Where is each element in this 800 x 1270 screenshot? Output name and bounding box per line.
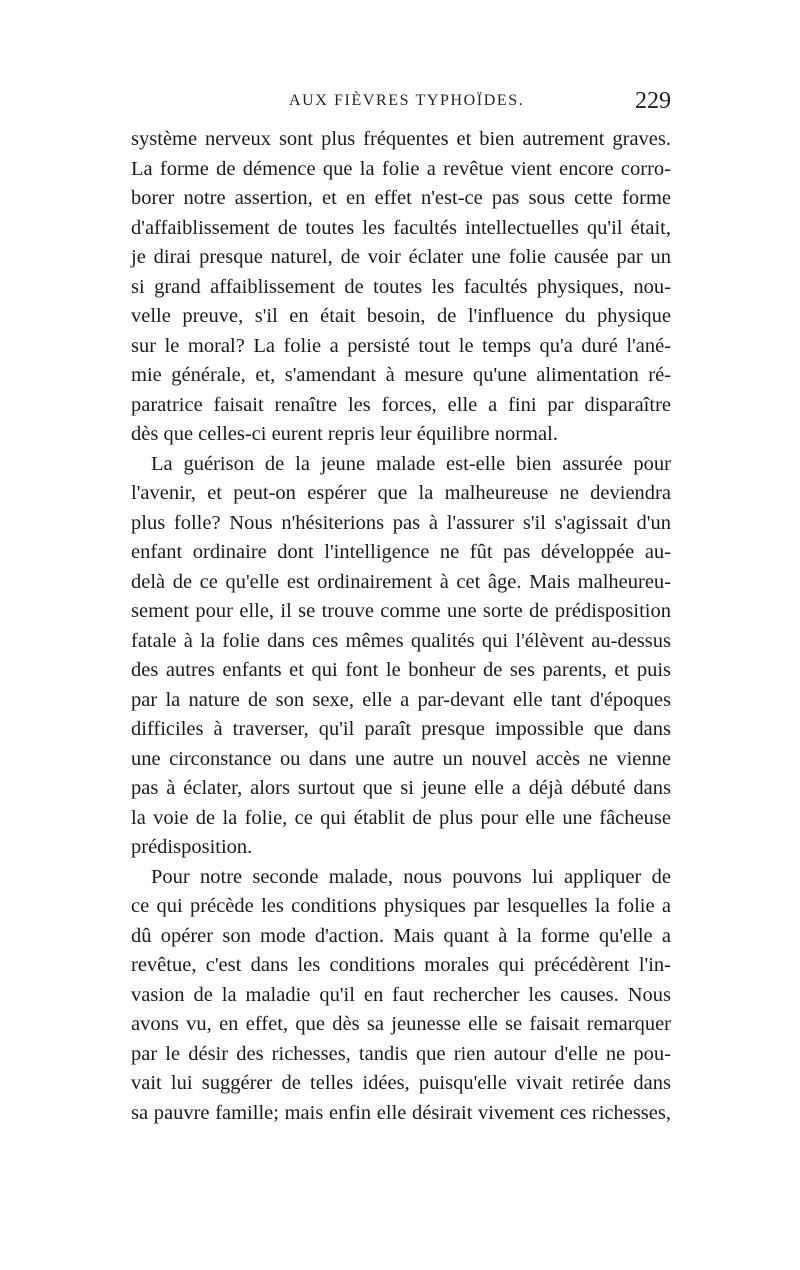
text-line: revêtue, c'est dans les conditions morales qui précédèrent l'in- xyxy=(131,954,671,976)
text-line: avons vu, en effet, que dès sa jeunesse elle se faisait remarquer xyxy=(131,1013,671,1035)
text-line: vasion de la maladie qu'il en faut rechercher les causes. Nous xyxy=(131,983,671,1006)
text-line: système nerveux sont plus fréquentes et bien autrement graves. xyxy=(131,128,671,150)
text-line: si grand affaiblissement de toutes les facultés physiques, nou- xyxy=(131,275,671,298)
text-line: dû opérer son mode d'action. Mais quant à la forme qu'elle a xyxy=(131,924,671,947)
text-line: une circonstance ou dans une autre un nouvel accès ne vienne xyxy=(131,747,671,770)
text-line: je dirai presque naturel, de voir éclater une folie causée par un xyxy=(131,246,671,268)
text-line: velle preuve, s'il en était besoin, de l'influence du physique xyxy=(131,305,671,327)
page-number: 229 xyxy=(635,88,671,114)
text-line: la voie de la folie, ce qui établit de plus pour elle une fâcheuse xyxy=(131,806,671,829)
text-line: sur le moral? La folie a persisté tout le temps qu'a duré l'ané- xyxy=(131,334,671,357)
text-line: par le désir des richesses, tandis que rien autour d'elle ne pou- xyxy=(131,1042,671,1065)
text-line: vait lui suggérer de telles idées, puisqu'elle vivait retirée dans xyxy=(131,1072,671,1094)
text-line: d'affaiblissement de toutes les facultés intellectuelles qu'il était, xyxy=(131,216,671,239)
text-line: sa pauvre famille; mais enfin elle désirait vivement ces richesses, xyxy=(131,1101,671,1124)
running-title: AUX FIÈVRES TYPHOÏDES. xyxy=(289,92,525,109)
text-line: par la nature de son sexe, elle a par-devant elle tant d'époques xyxy=(131,688,671,711)
text-line: l'avenir, et peut-on espérer que la malheureuse ne deviendra xyxy=(131,482,671,504)
text-line: fatale à la folie dans ces mêmes qualités qui l'élèvent au-dessus xyxy=(131,629,671,652)
text-line: pas à éclater, alors surtout que si jeune elle a déjà débuté dans xyxy=(131,777,671,799)
paragraph-start-line: La guérison de la jeune malade est-elle bien assurée pour xyxy=(151,452,671,475)
paragraph-end-line: dès que celles-ci eurent repris leur équilibre normal. xyxy=(131,423,558,445)
text-line: sement pour elle, il se trouve comme une sorte de prédisposition xyxy=(131,600,671,622)
text-line: enfant ordinaire dont l'intelligence ne fût pas développée au- xyxy=(131,541,671,563)
running-head xyxy=(131,88,671,124)
text-line: mie générale, et, s'amendant à mesure qu'une alimentation ré- xyxy=(131,364,671,386)
text-line: borer notre assertion, et en effet n'est-ce pas sous cette forme xyxy=(131,187,671,209)
text-line: delà de ce qu'elle est ordinairement à cet âge. Mais malheureu- xyxy=(131,570,671,593)
text-line: plus folle? Nous n'hésiterions pas à l'assurer s'il s'agissait d'un xyxy=(131,511,671,534)
body-text xyxy=(131,125,671,1128)
text-line: difficiles à traverser, qu'il paraît presque impossible que dans xyxy=(131,718,671,740)
text-line: des autres enfants et qui font le bonheur de ses parents, et puis xyxy=(131,659,671,681)
paragraph-start-line: Pour notre seconde malade, nous pouvons lui appliquer de xyxy=(151,865,671,888)
text-line: La forme de démence que la folie a revêtue vient encore corro- xyxy=(131,157,671,180)
paragraph-end-line: prédisposition. xyxy=(131,836,253,858)
text-line: ce qui précède les conditions physiques par lesquelles la folie a xyxy=(131,895,671,917)
text-line: paratrice faisait renaître les forces, elle a fini par disparaître xyxy=(131,393,671,416)
